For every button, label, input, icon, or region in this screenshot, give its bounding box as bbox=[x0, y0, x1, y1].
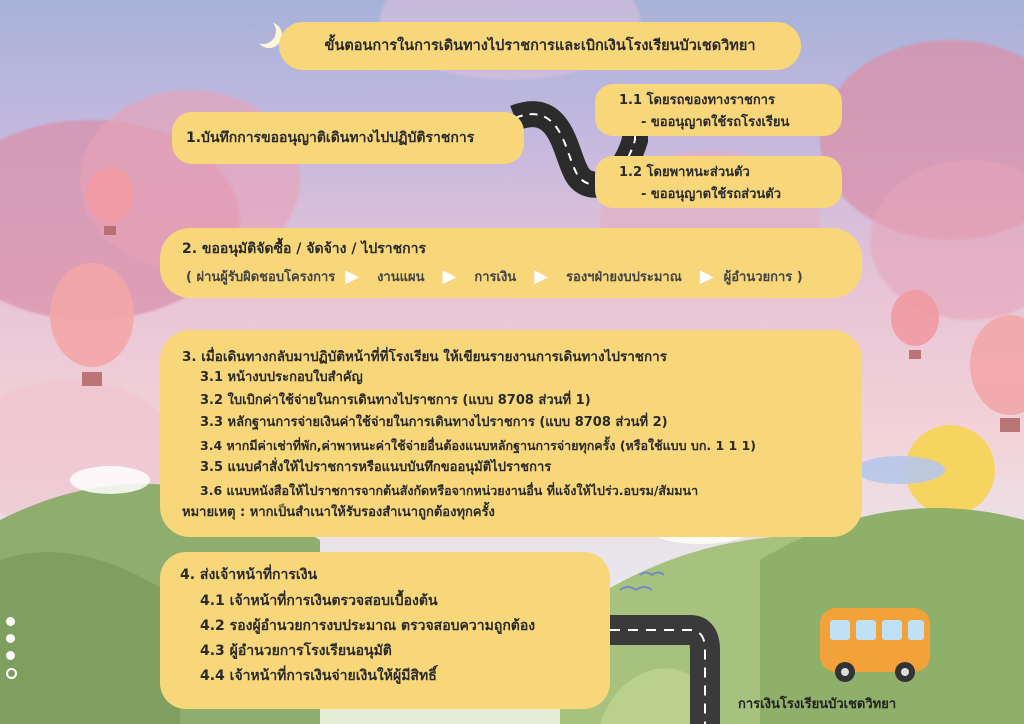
bus-icon bbox=[820, 608, 930, 682]
step3-item: 3.1 หน้างบประกอบใบสำคัญ bbox=[200, 370, 363, 385]
page-title: ขั้นตอนการในการเดินทางไปราชการและเบิกเงินโรงเรียนบัวเชดวิทยา bbox=[324, 37, 756, 54]
step1-label: 1.บันทึกการขออนุญาติเดินทางไปปฏิบัติราชการ bbox=[186, 129, 475, 146]
step3-note: หมายเหตุ : หากเป็นสำเนาให้รับรองสำเนาถูกต้องทุกครั้ง bbox=[182, 505, 495, 520]
step4-box bbox=[160, 552, 610, 709]
step1-option-private bbox=[595, 156, 842, 208]
balloon bbox=[891, 290, 939, 359]
step3-item: 3.4 หากมีค่าเช่าที่พัก,ค่าพาหนะค่าใช้จ่ายอื่นต้องแนบหลักฐานการจ่ายทุกครั้ง (หรือใช้แบบ บก. 1 1 1) bbox=[200, 437, 756, 453]
page-dot[interactable] bbox=[6, 617, 15, 626]
flow-step: ผู้อำนวยการ ) bbox=[723, 270, 803, 285]
option-private-title: 1.2 โดยพาหนะส่วนตัว bbox=[619, 165, 750, 180]
step1-option-official bbox=[595, 84, 842, 136]
flow-step: การเงิน bbox=[474, 270, 517, 285]
step4-item: 4.4 เจ้าหน้าที่การเงินจ่ายเงินให้ผู้มีสิทธิ์ bbox=[200, 668, 437, 684]
step4-item: 4.1 เจ้าหน้าที่การเงินตรวจสอบเบื้องต้น bbox=[200, 593, 438, 609]
title-banner bbox=[279, 22, 801, 70]
option-official-detail: - ขออนุญาตใช้รถโรงเรียน bbox=[641, 115, 790, 130]
step3-item: 3.3 หลักฐานการจ่ายเงินค่าใช้จ่ายในการเดินทางไปราชการ (แบบ 8708 ส่วนที่ 2) bbox=[200, 415, 668, 430]
step3-label: 3. เมื่อเดินทางกลับมาปฏิบัติหน้าที่ที่โรงเรียน ให้เขียนรายงานการเดินทางไปราชการ bbox=[182, 349, 667, 365]
step4-item: 4.3 ผู้อำนวยการโรงเรียนอนุมัติ bbox=[200, 643, 392, 659]
balloon bbox=[86, 167, 134, 235]
page-dot-active[interactable] bbox=[6, 668, 17, 679]
step4-item: 4.2 รองผู้อำนวยการงบประมาณ ตรวจสอบความถูกต้อง bbox=[200, 618, 536, 634]
balloon bbox=[50, 263, 134, 386]
step2-box bbox=[160, 228, 862, 298]
balloon bbox=[970, 315, 1024, 432]
flow-step: รองฯฝ่ายงบประมาณ bbox=[566, 270, 682, 285]
step3-box bbox=[160, 330, 862, 537]
arrow-right-icon: ▶ bbox=[699, 265, 714, 287]
step3-item: 3.2 ใบเบิกค่าใช้จ่ายในการเดินทางไปราชการ (แบบ 8708 ส่วนที่ 1) bbox=[200, 392, 591, 408]
step1-box bbox=[172, 112, 524, 164]
page-dot[interactable] bbox=[6, 634, 15, 643]
arrow-right-icon: ▶ bbox=[345, 265, 360, 287]
step3-item: 3.6 แนบหนังสือให้ไปราชการจากต้นสังกัดหรือจากหน่วยงานอื่น ที่แจ้งให้ไปร่ว.อบรม/สัมมนา bbox=[200, 482, 699, 498]
flow-step: งานแผน bbox=[377, 270, 425, 285]
approval-flow bbox=[182, 266, 862, 287]
step3-item: 3.5 แนบคำสั่งให้ไปราชการหรือแนบบันทึกขออนุมัติไปราชการ bbox=[200, 460, 552, 475]
step2-label: 2. ขออนุมัติจัดซื้อ / จัดจ้าง / ไปราชการ bbox=[182, 241, 427, 257]
step4-label: 4. ส่งเจ้าหน้าที่การเงิน bbox=[180, 567, 318, 583]
footer-label: การเงินโรงเรียนบัวเชดวิทยา bbox=[738, 697, 897, 712]
arrow-right-icon: ▶ bbox=[534, 265, 549, 287]
flow-step: ( ผ่านผู้รับผิดชอบโครงการ bbox=[186, 270, 336, 285]
arrow-right-icon: ▶ bbox=[442, 265, 457, 287]
page-dot[interactable] bbox=[6, 651, 15, 660]
option-official-title: 1.1 โดยรถของทางราชการ bbox=[619, 93, 775, 108]
option-private-detail: - ขออนุญาตใช้รถส่วนตัว bbox=[641, 187, 782, 202]
